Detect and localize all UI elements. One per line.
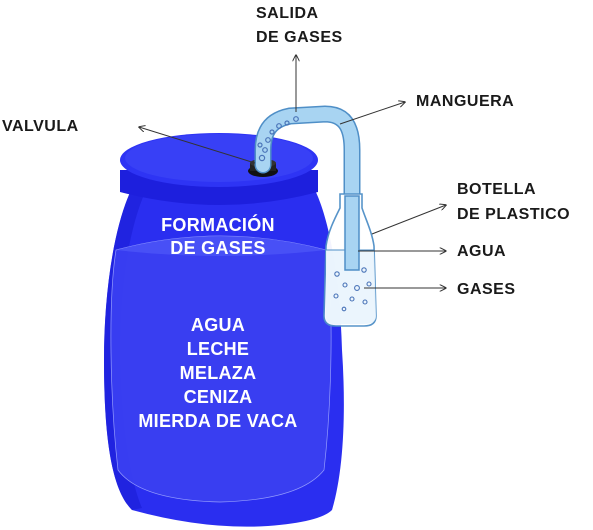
plastic-bottle — [324, 194, 376, 326]
barrel-contents-item: LECHE — [186, 339, 250, 359]
barrel-contents-item: MELAZA — [179, 363, 257, 383]
label-manguera: MANGUERA — [416, 93, 515, 110]
barrel-label-de-gases: DE GASES — [170, 238, 266, 258]
label-botella-line2: DE PLASTICO — [457, 206, 571, 223]
label-valvula: VALVULA — [2, 118, 79, 135]
barrel-contents-item: MIERDA DE VACA — [138, 411, 298, 431]
label-salida-line1: SALIDA — [256, 5, 319, 22]
barrel-label-formacion: FORMACIÓN — [161, 215, 275, 235]
label-gases: GASES — [457, 281, 516, 298]
label-botella-line1: BOTELLA — [457, 181, 537, 198]
barrel-contents-item: CENIZA — [183, 387, 253, 407]
label-salida-line2: DE GASES — [256, 29, 343, 46]
label-agua: AGUA — [457, 243, 507, 260]
barrel-contents-item: AGUA — [190, 315, 246, 335]
